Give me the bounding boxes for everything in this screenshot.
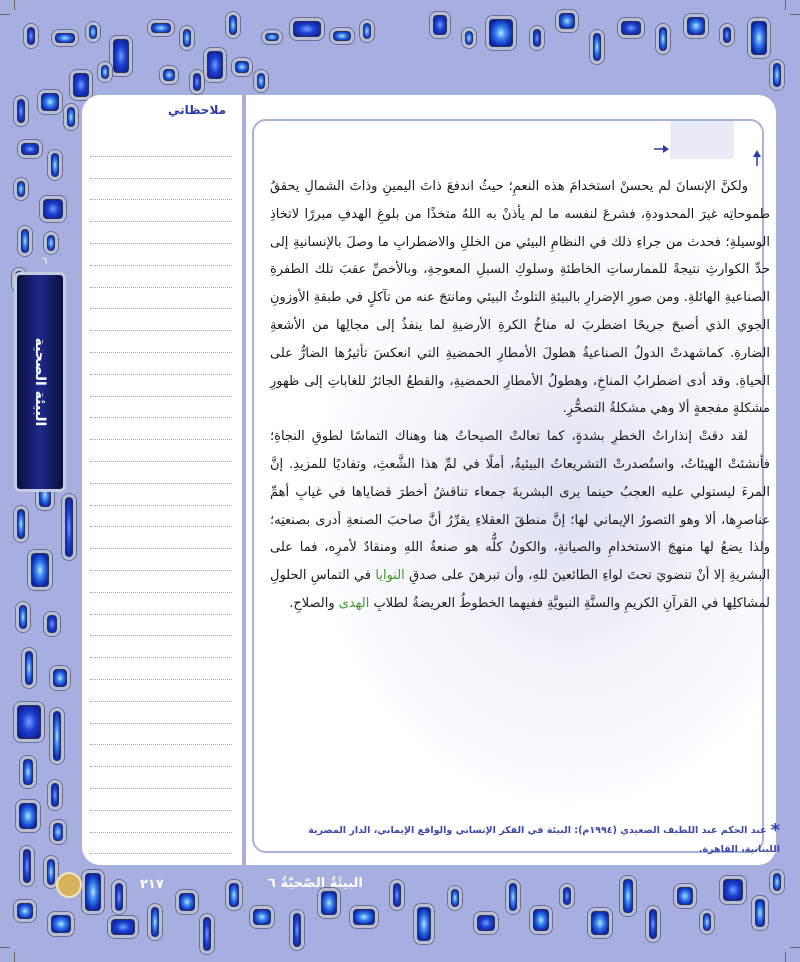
gem-tile <box>646 906 660 942</box>
gem-tile <box>254 70 268 92</box>
gem-tile <box>486 16 516 50</box>
gem-tile <box>148 904 162 940</box>
gem-tile <box>160 66 178 84</box>
gem-tile <box>752 896 768 930</box>
main-page <box>246 95 780 865</box>
note-line <box>90 833 232 855</box>
gem-tile <box>22 648 36 688</box>
note-line <box>90 157 232 179</box>
crop-mark <box>0 14 10 15</box>
gem-tile <box>506 880 520 914</box>
arrow-right-icon <box>654 144 670 154</box>
paragraph-2-text: والصلاحِ. <box>289 595 339 611</box>
note-line <box>90 244 232 266</box>
gem-tile <box>44 612 60 636</box>
gem-tile <box>618 18 644 38</box>
chapter-side-tab-label: البيئة الصحية <box>32 337 48 427</box>
note-line <box>90 462 232 484</box>
gem-tile <box>556 10 578 32</box>
gem-tile <box>18 226 32 256</box>
gem-tile <box>770 870 784 894</box>
gem-tile <box>588 908 612 938</box>
note-line <box>90 724 232 746</box>
gem-tile <box>112 880 126 914</box>
gem-tile <box>720 24 734 46</box>
crop-mark <box>790 14 800 15</box>
note-line <box>90 658 232 680</box>
gem-tile <box>430 12 450 38</box>
highlighted-term: الهدى <box>338 595 370 611</box>
gem-tile <box>50 820 66 844</box>
gem-tile <box>52 30 78 46</box>
gem-tile <box>226 12 240 38</box>
note-line <box>90 331 232 353</box>
gem-tile <box>86 22 100 42</box>
gem-tile <box>474 912 498 934</box>
highlighted-term: النوايا <box>375 568 405 584</box>
gem-tile <box>14 702 44 742</box>
note-line <box>90 418 232 440</box>
footnote-star-icon: * <box>770 820 780 841</box>
content-frame <box>252 119 780 855</box>
footnote <box>270 821 780 859</box>
gem-tile <box>44 232 58 254</box>
notes-title: ملاحظاتي <box>167 103 226 117</box>
note-line <box>90 375 232 397</box>
gem-tile <box>674 884 696 908</box>
gem-tile <box>448 886 462 910</box>
gem-tile <box>48 150 62 180</box>
gem-tile <box>28 550 52 590</box>
gem-tile <box>700 910 714 934</box>
gem-tile <box>14 506 28 542</box>
note-line <box>90 549 232 571</box>
gem-tile <box>82 870 104 914</box>
gem-tile <box>560 884 574 908</box>
note-line <box>90 309 232 331</box>
gem-tile <box>20 756 36 788</box>
paragraph-1: ولكنَّ الإنسانَ لم يحسنْ استخدامَ هذه النعمِ؛ حيثُ اندفعَ ذاتَ اليمينِ وذاتَ الشمالِ يحققُ طموحاتِه غيرَ المحدودةِ، فشرعَ لنفسه ما لم يأذنْ به اللهُ متخذًا من بلوغِ الهدفِ مبررًا لاتخاذِ الوسيلةِ؛ فحدث من جراءِ ذلك في النظامِ البيئي من الخللِ والاضطرابِ ما وصلَ بالإنسانيةِ إلى حدِّ الكوارثِ نتيجةً للممارساتِ الخاطئةِ وسلوكِ السبلِ المعوجةِ، وبالأخصِّ عقبَ تلك الطفرةِ الصناعيةِ الهائلةِ. ومن صورِ الإضرارِ بالبيئةِ التلوثُ البيئي ومانتجَ عنه من تآكلٍ في طبقةِ الأوزونِ الجوي الذي أصبحَ جريحًا اضطربَ له مناخُ الكرةِ الأرضيةِ لما ينفذُ إلى مجالِها من الأشعةِ الضارةِ. كماشهدتْ الدولُ الصناعيةُ هطولَ الأمطارِ الحمضيةِ التي انعكسَ تأثيرُها الضارُّ على الحياةِ. وقد أدى اضطرابُ المناخِ، وهطولُ الأمطارِ الحمضيةِ، والقطعُ الجائرُ للغاباتِ إلى ظهورِ مشكلةٍ مفجعةٍ ألا وهي مشكلةُ التصحُّرِ. <box>270 179 770 417</box>
note-line <box>90 200 232 222</box>
gem-tile <box>656 24 670 54</box>
gem-tile <box>14 900 36 922</box>
gem-tile <box>24 24 38 48</box>
gem-tile <box>18 140 42 158</box>
paragraph-2-text: في التماسِ الحلولِ لمشاكلِها في القرآنِ الكريمِ والسنَّةِ النبويَّةِ ففيهما الخطوطُ العريضةُ لطلابِ <box>270 568 770 611</box>
note-line <box>90 636 232 658</box>
note-line <box>90 135 232 157</box>
paragraph-2 <box>270 423 770 618</box>
note-line <box>90 571 232 593</box>
gem-tile <box>390 880 404 910</box>
notes-lines <box>90 135 232 854</box>
crop-mark <box>0 947 10 948</box>
gem-tile <box>190 70 204 94</box>
gem-tile <box>16 602 30 632</box>
gem-tile <box>290 18 324 40</box>
gem-tile <box>180 26 194 50</box>
gem-tile <box>50 666 70 690</box>
note-line <box>90 527 232 549</box>
note-line <box>90 767 232 789</box>
gem-tile <box>250 906 274 928</box>
note-line <box>90 353 232 375</box>
navigation-circle-icon[interactable] <box>56 872 82 898</box>
footer-title: البيئَةُ الصّحيّةُ ٦ <box>268 876 363 891</box>
gem-tile <box>108 916 138 938</box>
paragraph-2-text: لقد دقتْ إنذاراتُ الخطرِ بشدةٍ، كما تعالتْ الصيحاتُ هنا وهناك التماسًا لطوقِ النجاةِ؛ فأنشئتْ الهيئاتُ، واستُصدرتْ التشريعاتُ البيئيةُ، أملًا في لمِّ هذا الشَّعثِ، وتفاديًا للمزيدِ. إنَّ المرءَ ليستولي عليه العجبُ حينما يرى البشريةَ جمعاء تناقشُ أخطرَ قضاياها في غيابِ أهمِّ عناصرِها، ألا وهو التصورُ الإيماني لها؛ إنَّ منطقَ العقلاءِ يقرِّرُ أنَّ صاحبَ الصنعةِ أدرى بصنعتِه؛ ولذا يضعُ لها منهجَ الاستخدامِ والصيانةِ، والكونُ كلُّه هو صنعةُ اللهِ ومنقادٌ لأمرِه، فما على البشريةِ إلا أنْ تنضويَ تحتَ لواءِ الطائعينَ للهِ، وأن تبرهنَ على صدقِ <box>270 429 770 584</box>
gem-tile <box>350 906 378 928</box>
gem-tile <box>148 20 174 36</box>
crop-mark <box>14 952 15 962</box>
gem-tile <box>70 70 92 100</box>
gem-tile <box>770 60 784 90</box>
note-line <box>90 593 232 615</box>
note-line <box>90 745 232 767</box>
crop-mark <box>790 947 800 948</box>
gem-tile <box>748 18 770 58</box>
gem-tile <box>20 846 34 886</box>
note-line <box>90 506 232 528</box>
gem-tile <box>262 30 282 44</box>
note-line <box>90 222 232 244</box>
gem-tile <box>530 26 544 50</box>
gem-tile <box>720 876 746 904</box>
gem-tile <box>318 888 340 918</box>
gem-tile <box>16 800 40 832</box>
gem-tile <box>64 104 78 130</box>
gem-tile <box>14 96 28 126</box>
note-line <box>90 811 232 833</box>
gem-tile <box>50 708 64 764</box>
gem-tile <box>98 62 112 82</box>
notes-panel <box>82 95 242 865</box>
note-line <box>90 288 232 310</box>
gem-tile <box>62 494 76 560</box>
side-chapter-number: ٦ <box>42 256 48 267</box>
note-line <box>90 680 232 702</box>
note-line <box>90 266 232 288</box>
note-line <box>90 440 232 462</box>
crop-mark <box>785 952 786 962</box>
gem-tile <box>530 906 552 934</box>
chapter-side-tab <box>14 272 66 492</box>
gem-tile <box>38 90 62 114</box>
gem-tile <box>462 28 476 48</box>
page-number: ٢١٧ <box>140 877 164 892</box>
gem-tile <box>226 880 242 910</box>
article-body <box>270 173 770 618</box>
gem-tile <box>48 780 62 810</box>
note-line <box>90 615 232 637</box>
gem-tile <box>330 28 354 44</box>
gem-tile <box>360 20 374 42</box>
gem-tile <box>620 876 636 916</box>
note-line <box>90 179 232 201</box>
gem-tile <box>176 890 198 914</box>
gem-tile <box>684 14 708 38</box>
gem-tile <box>414 904 434 944</box>
gem-tile <box>204 48 226 82</box>
note-line <box>90 397 232 419</box>
footnote-text: عبد الحكم عبد اللطيف الصعيدي (١٩٩٤م): البيئة في الفكر الإنساني والواقع الإيماني، الدار المصرية اللبنانية، القاهرة. <box>308 825 780 855</box>
corner-decoration <box>670 121 734 159</box>
arrow-up-icon <box>752 150 762 166</box>
gem-tile <box>48 912 74 936</box>
gem-tile <box>290 910 304 950</box>
note-line <box>90 702 232 724</box>
gem-tile <box>110 36 132 76</box>
gem-tile <box>40 196 66 222</box>
note-line <box>90 484 232 506</box>
gem-tile <box>200 914 214 954</box>
gem-tile <box>14 178 28 200</box>
crop-mark <box>785 0 786 10</box>
note-line <box>90 789 232 811</box>
gem-tile <box>590 30 604 64</box>
gem-tile <box>232 58 252 76</box>
crop-mark <box>14 0 15 10</box>
